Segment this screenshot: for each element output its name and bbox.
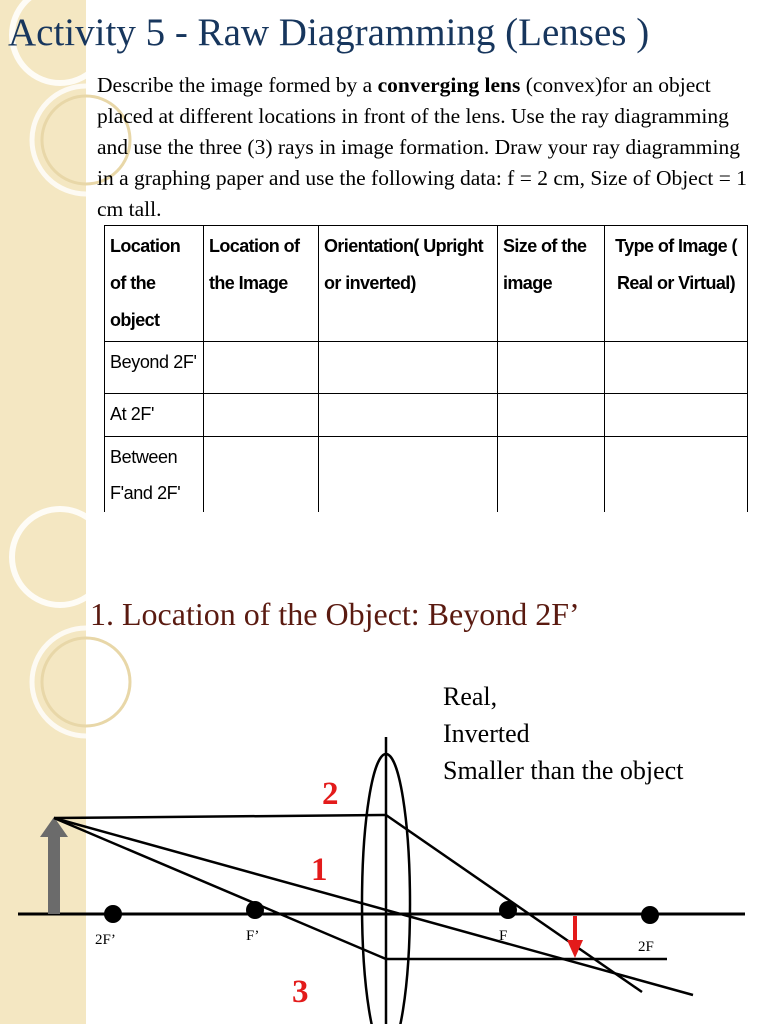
table-row	[105, 437, 748, 515]
ray-2-incident	[54, 815, 386, 818]
table-cell	[605, 342, 748, 394]
table-cell	[498, 394, 605, 437]
table-cell	[204, 342, 319, 394]
point-f-prime	[246, 901, 264, 919]
section-heading: 1. Location of the Object: Beyond 2F’	[90, 596, 580, 632]
decorative-circles-icon	[0, 0, 86, 512]
header-image-type: Type of Image ( Real or Virtual)	[605, 226, 748, 342]
ray-number-3: 3	[292, 974, 309, 1010]
result-line: Inverted	[443, 719, 530, 748]
header-image-location: Location of the Image	[204, 226, 319, 342]
table-header-row	[105, 226, 748, 342]
page-title: Activity 5 - Raw Diagramming (Lenses )	[8, 11, 650, 54]
table-cell: At 2F'	[105, 394, 204, 437]
table-row	[105, 342, 748, 394]
table-cell	[319, 342, 498, 394]
table-cell	[605, 394, 748, 437]
instructions-text: Describe the image formed by a converging lens (convex)for an object placed at different locations in front of the lens. Use the ray diagramming and use the three (3) rays in image formation. Draw your ray diagramming in a graphing paper and use the following data: f = 2 cm, Size of Object = 1 cm tall.	[97, 73, 747, 221]
table-cell: Between F'and 2F'	[105, 437, 204, 515]
point-f	[499, 901, 517, 919]
header-object-location: Location of the object	[105, 226, 204, 342]
ray-diagram	[0, 512, 768, 1024]
table-cell	[319, 394, 498, 437]
table-cell	[204, 437, 319, 515]
result-line: Real,	[443, 682, 498, 711]
table-cell	[204, 394, 319, 437]
point-2f	[641, 906, 659, 924]
ray-number-2: 2	[322, 776, 339, 812]
header-image-size: Size of the image	[498, 226, 605, 342]
point-2f-prime	[104, 905, 122, 923]
label-2f-prime: 2F’	[95, 932, 116, 948]
result-line: Smaller than the object	[443, 756, 684, 785]
table-cell	[319, 437, 498, 515]
table-cell	[605, 437, 748, 515]
label-2f: 2F	[638, 939, 654, 955]
header-orientation: Orientation( Upright or inverted)	[319, 226, 498, 342]
ray-1	[54, 818, 693, 995]
table-cell	[498, 342, 605, 394]
label-f-prime: F’	[246, 928, 260, 944]
ray-number-1: 1	[311, 852, 328, 888]
table-row	[105, 394, 748, 437]
slide-beyond-2f	[0, 512, 768, 1024]
table-cell: Beyond 2F'	[105, 342, 204, 394]
table-cell	[498, 437, 605, 515]
label-f: F	[499, 928, 508, 944]
decorative-side-strip	[0, 0, 86, 512]
